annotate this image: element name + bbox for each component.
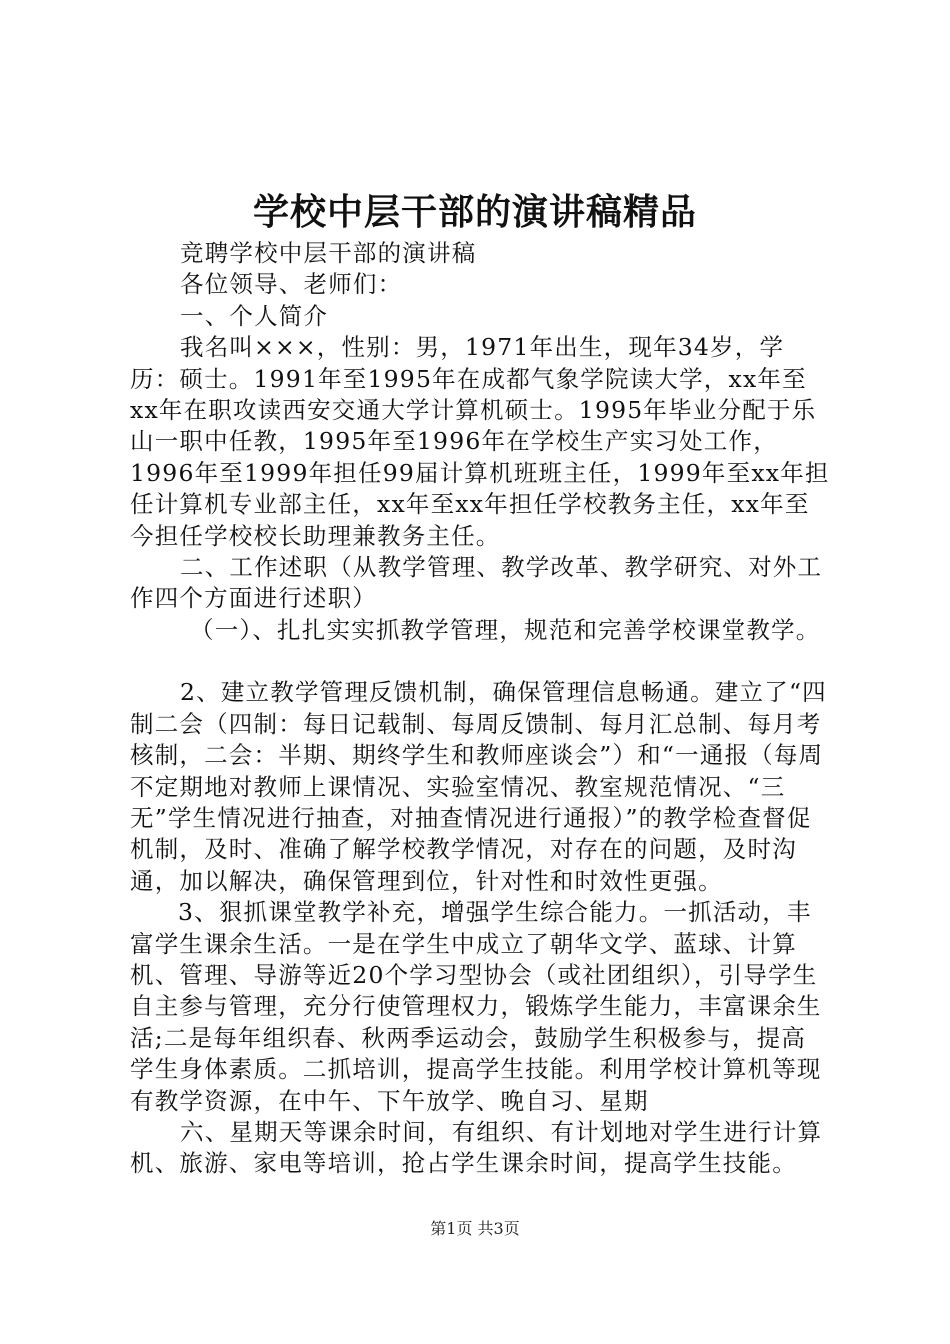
- paragraph-subtitle: 竞聘学校中层干部的演讲稿: [180, 239, 477, 267]
- paragraph-section-one: （一）、扎扎实实抓教学管理，规范和完善学校课堂教学。: [190, 615, 821, 644]
- paragraph-heading-work: 二、工作述职（从教学管理、教学改革、教学研究、对外工作四个方面进行述职）: [130, 553, 823, 613]
- paragraph-salutation: 各位领导、老师们：: [180, 270, 403, 299]
- paragraph-heading-intro: 一、个人简介: [180, 301, 329, 330]
- paragraph-weekend: 六、星期天等课余时间，有组织、有计划地对学生进行计算机、旅游、家电等培训，抢占学生课余时间，提高学生技能。: [130, 1117, 823, 1178]
- paragraph-intro: 我名叫×××，性别：男，1971年出生，现年34岁，学历：硕士。1991年至1995年在成都气象学院读大学，xx年至xx年在职攻读西安交通大学计算机硕士。1995年毕业分配于乐山一职中任教，1995年至1996年在学校生产实习处工作，1996年至1999年担任99届计算机班班主任，1999年至xx年担任计算机专业部主任，xx年至xx年担任学校教务主任，xx年至今担任学校校长助理兼教务主任。: [130, 333, 830, 550]
- document-title: 学校中层干部的演讲稿精品: [252, 192, 697, 233]
- blank-line: [130, 646, 830, 677]
- paragraph-feedback: 2、建立教学管理反馈机制，确保管理信息畅通。建立了“四制二会（四制：每日记载制、每周反馈制、每月汇总制、每月考核制，二会：半期、期终学生和教师座谈会”）和“一通报（每周不定期地对教师上课情况、实验室情况、教室规范情况、“三无”学生情况进行抽查，对抽查情况进行通报）”的教学检查督促机制，及时、准确了解学校教学情况，对存在的问题，及时沟通，加以解决，确保管理到位，针对性和时效性更强。: [130, 678, 827, 895]
- paragraph-classroom: 3、狠抓课堂教学补充，增强学生综合能力。一抓活动，丰富学生课余生活。一是在学生中成立了朝华文学、蓝球、计算机、管理、导游等近20个学习型协会（或社团组织），引导学生自主参与管理，充分行使管理权力，锻炼学生能力，丰富课余生活;二是每年组织春、秋两季运动会，鼓励学生积极参与，提高学生身体素质。二抓培训，提高学生技能。利用学校计算机等现有教学资源，在中午、下午放学、晚自习、星期: [130, 898, 822, 1115]
- document-body: [130, 238, 830, 1180]
- page-footer: 第1页 共3页: [430, 1219, 520, 1238]
